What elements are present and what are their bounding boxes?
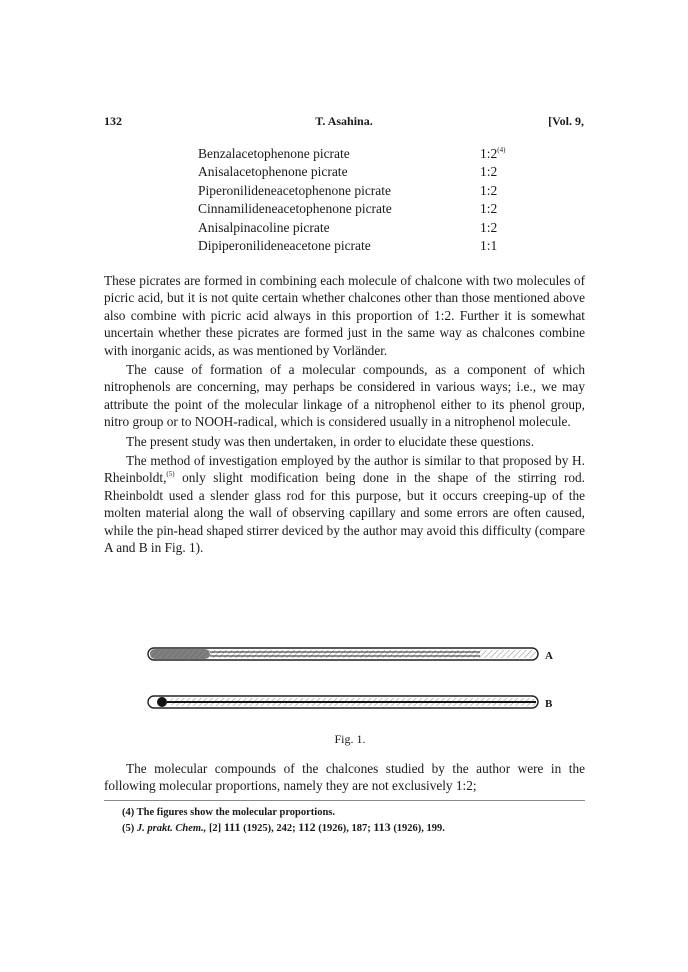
- picrate-table: [198, 145, 538, 255]
- picrate-name: Benzalacetophenone picrate: [198, 146, 350, 161]
- running-header: [104, 114, 584, 130]
- molecular-ratio: 1:2: [480, 201, 498, 217]
- page-number: 132: [104, 114, 122, 128]
- molecular-ratio: 1:1: [480, 237, 498, 253]
- footnotes: [122, 805, 582, 836]
- figure-label-b: B: [545, 698, 553, 710]
- molecular-ratio: 1:2: [480, 164, 498, 180]
- table-row: [198, 145, 538, 163]
- picrate-name: Anisalacetophenone picrate: [198, 164, 348, 180]
- footnote-ref: (4): [497, 146, 506, 154]
- figure-label-a: A: [545, 650, 553, 662]
- molecular-ratio: 1:2: [480, 219, 498, 235]
- body-text-continued: [104, 760, 585, 795]
- paragraph: These picrates are formed in combining each molecule of chalcone with two molecules of picric acid, but it is not quite certain whether chalcones other than those mentioned above also combine with picric acid always in this proportion of 1:2. Further it is somewhat uncertain whether these picrates are formed just in the same way as chalcones combine with inorganic acids, as was mentioned by Vorländer.: [104, 273, 585, 358]
- table-row: [198, 237, 538, 255]
- paragraph: The present study was then undertaken, in order to elucidate these questions.: [126, 433, 535, 449]
- table-row: [198, 163, 538, 181]
- picrate-name: Piperonilideneacetophenone picrate: [198, 182, 392, 198]
- molecular-ratio: 1:2: [480, 182, 498, 198]
- body-text: [104, 272, 585, 559]
- stirrer-a-drawing: [148, 648, 538, 660]
- figure-caption: Fig. 1.: [334, 732, 366, 746]
- volume-label: [Vol. 9,: [548, 114, 584, 128]
- footnote-divider: [104, 800, 585, 801]
- molecular-ratio: 1:2$^{(4)}$: [480, 146, 506, 161]
- figure-1: [140, 640, 560, 746]
- footnote-5: (5) J. prakt. Chem., [2] 111 (1925), 242; 112 (1926), 187; 113 (1926), 199.: [122, 820, 445, 834]
- table-row: [198, 200, 538, 218]
- table-row: [198, 219, 538, 237]
- paragraph: The molecular compounds of the chalcones studied by the author were in the following molecular proportions, namely they are not exclusively 1:2;: [104, 761, 585, 794]
- picrate-name: Anisalpinacoline picrate: [198, 219, 330, 235]
- paragraph: The method of investigation employed by the author is similar to that proposed by H. Rheinboldt,$^{(5)}$ only slight modification being done in the shape of the stirring rod. Rheinboldt used a slender glass rod for this purpose, but it occurs creeping-up of the molten material along the wall of observing capillary and some errors are often caused, while the pin-head shaped stirrer deviced by the author may avoid this difficulty (compare A and B in Fig. 1).: [104, 453, 585, 556]
- stirrer-drawing: [140, 640, 560, 720]
- footnote-4: (4) The figures show the molecular proportions.: [122, 807, 336, 818]
- paragraph: The cause of formation of a molecular compounds, as a component of which nitrophenols are concerning, may perhaps be considered in various ways; i.e., we may attribute the point of the molecular linkage of a nitrophenol either to its phenol group, nitro group or to NOOH-radical, which is considered usually in a nitrophenol molecule.: [104, 362, 585, 430]
- picrate-name: Dipiperonilideneacetone picrate: [198, 237, 371, 253]
- footnote-ref: (5): [166, 470, 175, 479]
- stirrer-b-drawing: [148, 696, 538, 708]
- running-head-author: T. Asahina.: [315, 114, 373, 128]
- table-row: [198, 182, 538, 200]
- picrate-name: Cinnamilideneacetophenone picrate: [198, 201, 392, 217]
